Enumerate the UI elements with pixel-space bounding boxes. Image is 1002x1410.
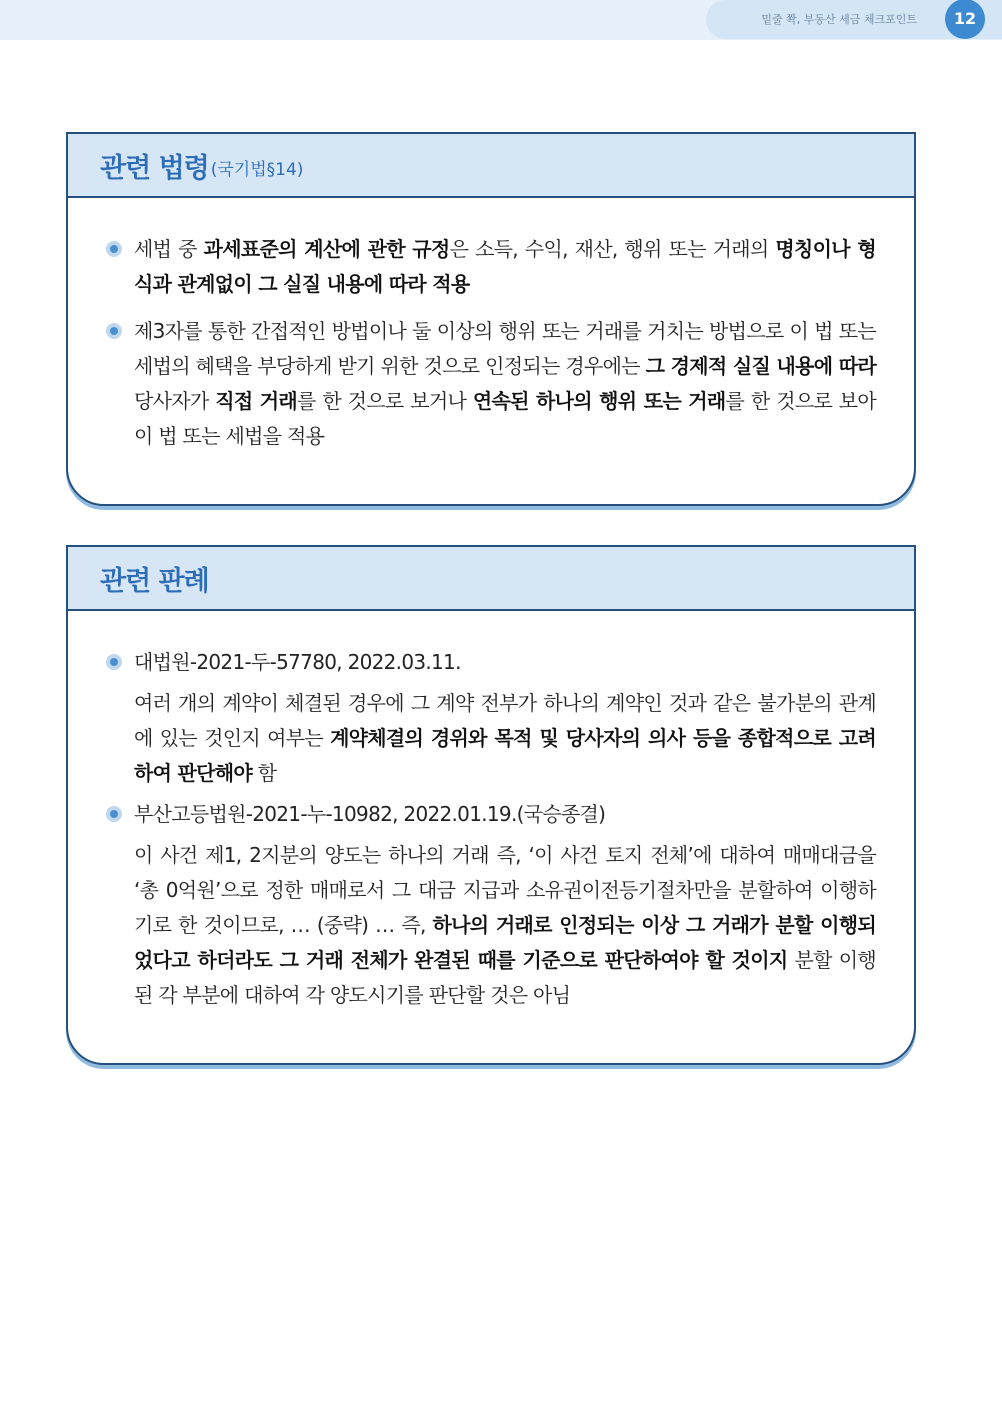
case-citation-text: 부산고등법원-2021-누-10982, 2022.01.19.(국승종결) bbox=[134, 802, 606, 826]
related-laws-title-bar bbox=[68, 134, 914, 198]
bullet-icon bbox=[106, 806, 122, 822]
law-text-1 bbox=[134, 232, 876, 302]
case-summary-2 bbox=[106, 838, 876, 1013]
case-text-segment: 분할 이행된 각 부분에 대하여 각 양도시기를 판단할 것은 아님 bbox=[134, 948, 876, 1007]
law-text-segment: 명칭이나 형식과 관계없이 그 실질 내용에 따라 적용 bbox=[134, 237, 876, 296]
case-text-segment: 함 bbox=[251, 761, 277, 785]
law-text-segment: 를 한 것으로 보아 이 법 또는 세법을 적용 bbox=[134, 389, 877, 448]
law-text-segment: 직접 거래 bbox=[215, 389, 298, 413]
bullet-icon bbox=[106, 654, 122, 670]
law-text-segment: 제3자를 통한 간접적인 방법이나 둘 이상의 행위 또는 거래를 거치는 방법으로 이 법 또는 세법의 혜택을 부당하게 받기 위한 것으로 인정되는 경우에는 bbox=[134, 319, 876, 378]
bullet-icon bbox=[106, 241, 122, 257]
law-text-segment: 그 경제적 실질 내용에 따라 bbox=[645, 354, 876, 378]
case-citation bbox=[106, 645, 876, 680]
case-citation-text: 대법원-2021-두-57780, 2022.03.11. bbox=[134, 650, 461, 674]
related-cases-title: 관련 판례 bbox=[100, 565, 209, 597]
case-text-segment: 이 사건 제1, 2지분의 양도는 하나의 거래 즉, ‘이 사건 토지 전체’에 대하여 매매대금을 ‘총 0억원’으로 정한 매매로서 그 대금 지급과 소유권이전등기절차만을 분할하여 이행하기로 한 것이므로, … (중략) … 즉, bbox=[134, 843, 876, 937]
header-title: 밑줄 쫙, 부동산 세금 체크포인트 bbox=[761, 13, 917, 26]
related-laws-box bbox=[66, 132, 916, 506]
related-cases-title-bar bbox=[68, 547, 914, 611]
law-text-segment: 세법 중 bbox=[134, 237, 204, 261]
page-number-badge: 12 bbox=[945, 0, 985, 39]
case-summary-1 bbox=[106, 686, 876, 791]
related-laws-subtitle: (국기법§14) bbox=[210, 159, 304, 180]
law-text-segment: 를 한 것으로 보거나 bbox=[297, 389, 473, 413]
bullet-icon bbox=[106, 323, 122, 339]
law-text-segment: 은 소득, 수익, 재산, 행위 또는 거래의 bbox=[449, 237, 776, 261]
law-text-segment: 연속된 하나의 행위 또는 거래 bbox=[472, 389, 726, 413]
case-text-segment: 계약체결의 경위와 목적 및 당사자의 의사 등을 종합적으로 고려하여 판단해야 bbox=[134, 726, 876, 785]
law-text-2 bbox=[134, 314, 876, 454]
law-item bbox=[106, 232, 876, 302]
related-laws-title: 관련 법령 bbox=[100, 152, 209, 184]
case-text-segment: 여러 개의 계약이 체결된 경우에 그 계약 전부가 하나의 계약인 것과 같은 불가분의 관계에 있는 것인지 여부는 bbox=[134, 691, 876, 750]
case-citation bbox=[106, 797, 876, 832]
law-item bbox=[106, 314, 876, 454]
related-cases-box bbox=[66, 545, 916, 1065]
case-text-segment: 하나의 거래로 인정되는 이상 그 거래가 분할 이행되었다고 하더라도 그 거래 전체가 완결된 때를 기준으로 판단하여야 할 것이지 bbox=[134, 913, 876, 972]
law-text-segment: 당사자가 bbox=[134, 389, 216, 413]
law-text-segment: 과세표준의 계산에 관한 규정 bbox=[203, 237, 450, 261]
